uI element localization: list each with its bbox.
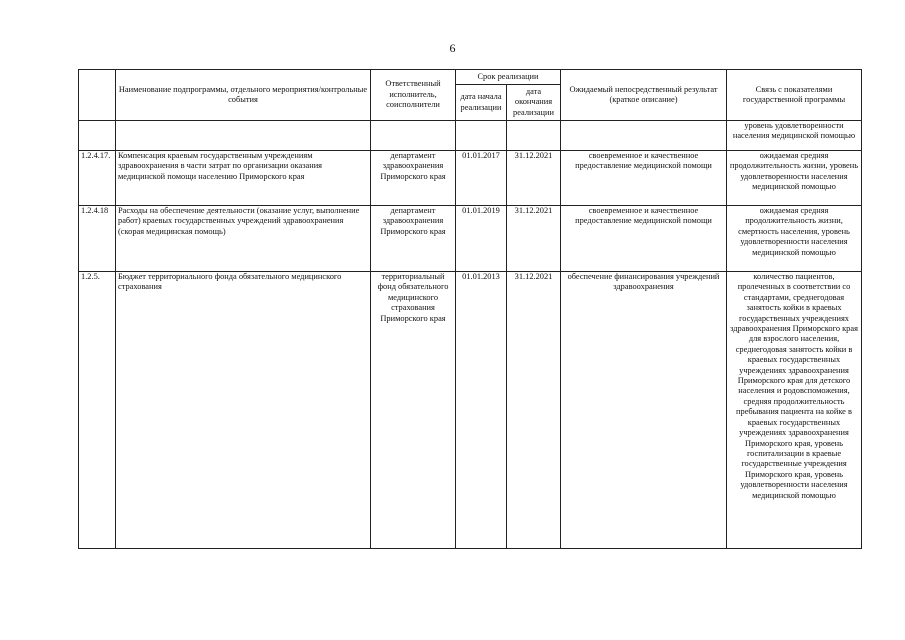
program-table bbox=[78, 69, 862, 549]
header-result: Ожидаемый непосредственный результат (краткое описание) bbox=[561, 70, 727, 121]
header-start-date: дата начала реализации bbox=[456, 85, 507, 121]
row-link: количество пациентов, пролеченных в соответствии со стандартами, среднегодовая занятость койки в краевых государственных учреждениях здравоохранения Приморского края для взрослого населения, среднегодовая занятость койки в краевых государственных учреждениях здравоохранения Приморского края для детского населения и родовспоможения, средняя продолжительность пребывания пациента на койке в краевых государственных учреждениях здравоохранения Приморского края, уровень госпитализации в краевые государственные учреждения Приморского края, уровень удовлетворенности населения медицинской помощью bbox=[727, 272, 862, 549]
row-name bbox=[116, 121, 371, 151]
header-executor: Ответственный исполнитель, соисполнители bbox=[371, 70, 456, 121]
row-result: своевременное и качественное предоставление медицинской помощи bbox=[561, 151, 727, 206]
row-name: Расходы на обеспечение деятельности (оказание услуг, выполнение работ) краевых государственных учреждений здравоохранения (скорая медицинская помощь) bbox=[116, 206, 371, 272]
row-link: уровень удовлетворенности населения медицинской помощью bbox=[727, 121, 862, 151]
row-start-date: 01.01.2017 bbox=[456, 151, 507, 206]
row-link: ожидаемая средняя продолжительность жизни, уровень удовлетворенности населения медицинской помощью bbox=[727, 151, 862, 206]
table-row bbox=[79, 151, 862, 206]
row-start-date: 01.01.2019 bbox=[456, 206, 507, 272]
row-executor: департамент здравоохранения Приморского края bbox=[371, 206, 456, 272]
row-end-date: 31.12.2021 bbox=[507, 206, 561, 272]
row-name: Бюджет территориального фонда обязательного медицинского страхования bbox=[116, 272, 371, 549]
table-row bbox=[79, 206, 862, 272]
row-name: Компенсация краевым государственным учреждениям здравоохранения в части затрат по организации оказания медицинской помощи населению Приморского края bbox=[116, 151, 371, 206]
table-row bbox=[79, 272, 862, 549]
row-number: 1.2.4.18 bbox=[79, 206, 116, 272]
row-end-date bbox=[507, 121, 561, 151]
header-end-date: дата окончания реализации bbox=[507, 85, 561, 121]
row-executor: департамент здравоохранения Приморского края bbox=[371, 151, 456, 206]
row-result: своевременное и качественное предоставление медицинской помощи bbox=[561, 206, 727, 272]
row-number bbox=[79, 121, 116, 151]
row-start-date: 01.01.2013 bbox=[456, 272, 507, 549]
header-link: Связь с показателями государственной программы bbox=[727, 70, 862, 121]
row-executor bbox=[371, 121, 456, 151]
page-number: 6 bbox=[449, 41, 456, 55]
row-result: обеспечение финансирования учреждений здравоохранения bbox=[561, 272, 727, 549]
header-name: Наименование подпрограммы, отдельного мероприятия/контрольные события bbox=[116, 70, 371, 121]
row-result bbox=[561, 121, 727, 151]
row-number: 1.2.5. bbox=[79, 272, 116, 549]
header-number bbox=[79, 70, 116, 121]
header-period: Срок реализации bbox=[456, 70, 561, 85]
row-executor: территориальный фонд обязательного медицинского страхования Приморского края bbox=[371, 272, 456, 549]
row-link: ожидаемая средняя продолжительность жизни, смертность населения, уровень удовлетворенности населения медицинской помощью bbox=[727, 206, 862, 272]
table-row bbox=[79, 121, 862, 151]
row-end-date: 31.12.2021 bbox=[507, 151, 561, 206]
row-number: 1.2.4.17. bbox=[79, 151, 116, 206]
row-end-date: 31.12.2021 bbox=[507, 272, 561, 549]
row-start-date bbox=[456, 121, 507, 151]
